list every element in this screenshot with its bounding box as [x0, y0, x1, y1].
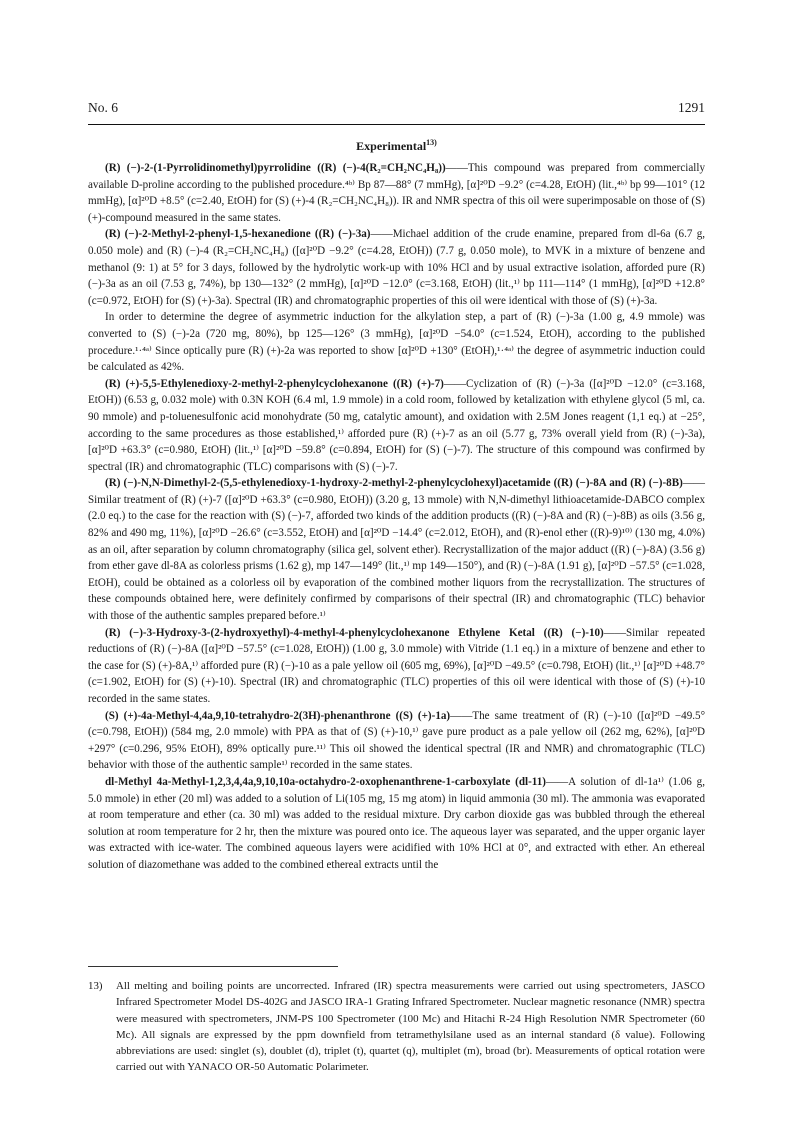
paragraph-8 [88, 774, 705, 874]
paragraph-text: ——Cyclization of (R) (−)-3a ([α]²⁰D −12.0° (c=3.168, EtOH)) (6.53 g, 0.032 mole) with 0.3N KOH (6.4 ml, 1.9 mmole) in a cold room, followed by ketalization with ethylene glycol (5 ml, ca. 90 mmole) and p-toluenesulfonic acid monohydrate (50 mg, catalytic amount), and oxidation with 2.5M Jones reagent (1,1 eq.) at −25°, according to the same procedures as those established,¹⁾ afforded pure (R) (+)-7 as an oil (5.77 g, 73% overall yield from (R) (−)-3a), [α]²⁰D +63.3° (c=0.980, EtOH) (lit.,¹⁾ [α]²⁰D −59.8° (c=0.894, EtOH) for (S) (−)-7). The structure of this compound was confirmed by spectral (IR) and chromatographic (TLC) comparisons with (S) (−)-7. [88, 377, 705, 473]
paragraph-1 [88, 160, 705, 226]
paragraph-6 [88, 625, 705, 708]
header-rule [88, 124, 705, 125]
paragraph-2 [88, 226, 705, 309]
compound-heading: (S) (+)-4a-Methyl-4,4a,9,10-tetrahydro-2(3H)-phenanthrone ((S) (+)-1a) [105, 709, 451, 722]
page-header [88, 100, 705, 116]
footnote-text: All melting and boiling points are uncorrected. Infrared (IR) spectra measurements were carried out using spectrometers, JASCO Infrared Spectrometer Model DS-402G and JASCO IRA-1 Grating Infrared Spectrometer. Nuclear magnetic resonance (NMR) spectra were measured with spectrometers, JNM-PS 100 Spectrometer (100 Mc) and Hitachi R-24 High Resolution NMR Spectrometer (60 Mc). All signals are expressed by the ppm downfield from tetramethylsilane used as an internal standard (δ value). Following abbreviations are used: singlet (s), doublet (d), triplet (t), quartet (q), multiplet (m), broad (br). Measurements of optical rotation were carried out with YANACO OR-50 Automatic Polarimeter. [116, 980, 705, 1074]
issue-number: No. 6 [88, 100, 118, 115]
compound-heading: (R) (−)-3-Hydroxy-3-(2-hydroxyethyl)-4-methyl-4-phenylcyclohexanone Ethylene Ketal ((R) (−)-10) [105, 626, 604, 639]
section-title [0, 138, 793, 154]
compound-heading: (R) (+)-5,5-Ethylenedioxy-2-methyl-2-phenylcyclohexanone ((R) (+)-7) [105, 377, 444, 390]
body-text [88, 160, 705, 874]
compound-heading: (R) (−)-2-(1-Pyrrolidinomethyl)pyrrolidine ((R) (−)-4(R₂=CH₂NC₄H₈)) [105, 162, 446, 174]
paragraph-text: ——The same treatment of (R) (−)-10 ([α]²⁰D −49.5° (c=0.798, EtOH)) (584 mg, 2.0 mmole) with PPA as that of (S) (+)-10,¹⁾ gave pure product as a pale yellow oil (262 mg, 62%), [α]²⁰D +297° (c=0.296, 95% EtOH), 89% optically pure.¹¹⁾ This oil showed the identical spectral (IR and NMR) and chromatographic (TLC) behavior with those of the authentic sample¹⁾ recorded in the same states. [88, 709, 706, 772]
paragraph-text: ——This compound was prepared from commercially available D-proline according to the published procedure.⁴ᵇ⁾ Bp 87—88° (7 mmHg), [α]²⁰D −9.2° (c=4.28, EtOH) (lit.,⁴ᵇ⁾ bp 99—101° (12 mmHg), [α]²⁰D +8.5° (c=2.40, EtOH) for (S) (+)-4 (R₂=CH₂NC₄H₈)). IR and NMR spectra of this oil were superimposable on those of (S) (+)-compound measured in the same states. [88, 162, 705, 224]
paragraph-text: ——Similar repeated reductions of (R) (−)-8A ([α]²⁰D −57.5° (c=1.028, EtOH)) (1.00 g, 3.0 mmole) with Vitride (1.1 eq.) in a mixture of benzene and ether to the case for (S) (+)-8A,¹⁾ afforded pure (R) (−)-10 as a pale yellow oil (605 mg, 69%), [α]²⁰D −49.5° (c=0.798, EtOH) (lit.,¹⁾ [α]²⁰D +48.7° (c=1.902, EtOH) for (S) (+)-10). Spectral (IR) and chromatographic (TLC) properties of this oil were identical with those of (S) (+)-10 recorded in the same states. [88, 626, 705, 705]
footnote-13 [88, 978, 705, 1076]
paragraph-3 [88, 309, 705, 375]
paragraph-text: ——A solution of dl-1a¹⁾ (1.06 g, 5.0 mmole) in ether (20 ml) was added to a solution of Li(105 mg, 15 mg atom) in liquid ammonia (30 ml). The ammonia was evaporated at room temperature and ether (ca. 30 ml) was added to the residual mixture. Dry carbon dioxide gas was bubbled through the ethereal solution at room temperature for 2 hr, then the mixture was poured onto ice. The aqueous layer was separated, and the upper organic layer was extracted with ice-water. The combined aqueous layers were acidified with 10% HCl at 0°, and extracted with ether. An ethereal solution of diazomethane was added to the combined ethereal extracts until the [88, 775, 705, 871]
paragraph-text: ——Michael addition of the crude enamine, prepared from dl-6a (6.7 g, 0.050 mole) and (R) (−)-4 (R₂=CH₂NC₄H₈) ([α]²⁰D −9.2° (c=4.28, EtOH)) (7.7 g, 0.050 mole), to MVK in a mixture of benzene and methanol (9: 1) at 5° for 3 days, followed by the hydrolytic work-up with 10% HCl and by usual extractive isolation, afforded pure (R) (−)-3a as an oil (7.53 g, 74%), bp 130—132° (2 mmHg), [α]²⁰D −12.0° (c=3.168, EtOH) (lit.,¹⁾ bp 111—114° (1 mmHg), [α]²⁰D +12.8° (c=0.972, EtOH) for (S) (+)-3a). Spectral (IR) and chromatographic properties of this oil were identical with those of (S) (+)-3a. [88, 228, 706, 307]
section-title-text: Experimental [356, 139, 427, 153]
compound-heading: dl-Methyl 4a-Methyl-1,2,3,4,4a,9,10,10a-octahydro-2-oxophenanthrene-1-carboxylate (dl-11) [105, 775, 546, 788]
paragraph-text: ——Similar treatment of (R) (+)-7 ([α]²⁰D +63.3° (c=0.980, EtOH)) (3.20 g, 13 mmole) with N,N-dimethyl lithioacetamide-DABCO complex (2.0 eq.) to the case for the reaction with (S) (−)-7, afforded two kinds of the addition products ((R) (−)-8A and (R) (−)-8B) as oils (3.56 g, 82% and 490 mg, 11%), [α]²⁰D −26.6° (c=3.552, EtOH) and [α]²⁰D −14.4° (c=2.012, EtOH), and (R)-enol ether ((R)-9)¹⁰⁾ (130 mg, 4.0%) as an oil, after separation by column chromatography (silica gel, solvent ether). Recrystallization of the major adduct ((R) (−)-8A) (3.56 g) from ether gave dl-8A as colorless prisms (1.62 g), mp 147—149° (lit.,¹⁾ mp 149—150°), and (R) (−)-8A (1.91 g), [α]²⁰D −57.5° (c=1.028, EtOH), could be obtained as a colorless oil by evaporation of the combined mother liquors from the recrystallization. The structures of these compounds obtained here, were definitely confirmed by comparisons of their spectral (IR) and chromatographic (TLC) behavior with those of the authentic samples prepared before.¹⁾ [88, 477, 705, 623]
paragraph-5 [88, 475, 705, 624]
paragraph-4 [88, 376, 705, 476]
compound-heading: (R) (−)-2-Methyl-2-phenyl-1,5-hexanedione ((R) (−)-3a) [105, 228, 371, 241]
paragraph-text: In order to determine the degree of asymmetric induction for the alkylation step, a part of (R) (−)-3a (1.00 g, 4.9 mmole) was converted to (S) (−)-2a (720 mg, 80%), bp 125—126° (3 mmHg), [α]²⁰D −54.0° (c=1.524, EtOH), according to the published procedure.¹·⁴ᵃ⁾ Since optically pure (R) (+)-2a was reported to show [α]²⁰D +130° (EtOH),¹·⁴ᵃ⁾ the degree of asymmetric induction could be calculated as 42%. [88, 311, 705, 374]
section-title-ref: 13) [426, 138, 437, 147]
page-number: 1291 [678, 100, 705, 115]
paragraph-7 [88, 708, 705, 774]
compound-heading: (R) (−)-N,N-Dimethyl-2-(5,5-ethylenedioxy-1-hydroxy-2-methyl-2-phenylcyclohexyl)acetamide ((R) (−)-8A and (R) (−)-8B) [105, 477, 683, 490]
footnotes [88, 978, 705, 1076]
footnote-number: 13) [88, 980, 103, 992]
footnote-divider [88, 966, 338, 967]
